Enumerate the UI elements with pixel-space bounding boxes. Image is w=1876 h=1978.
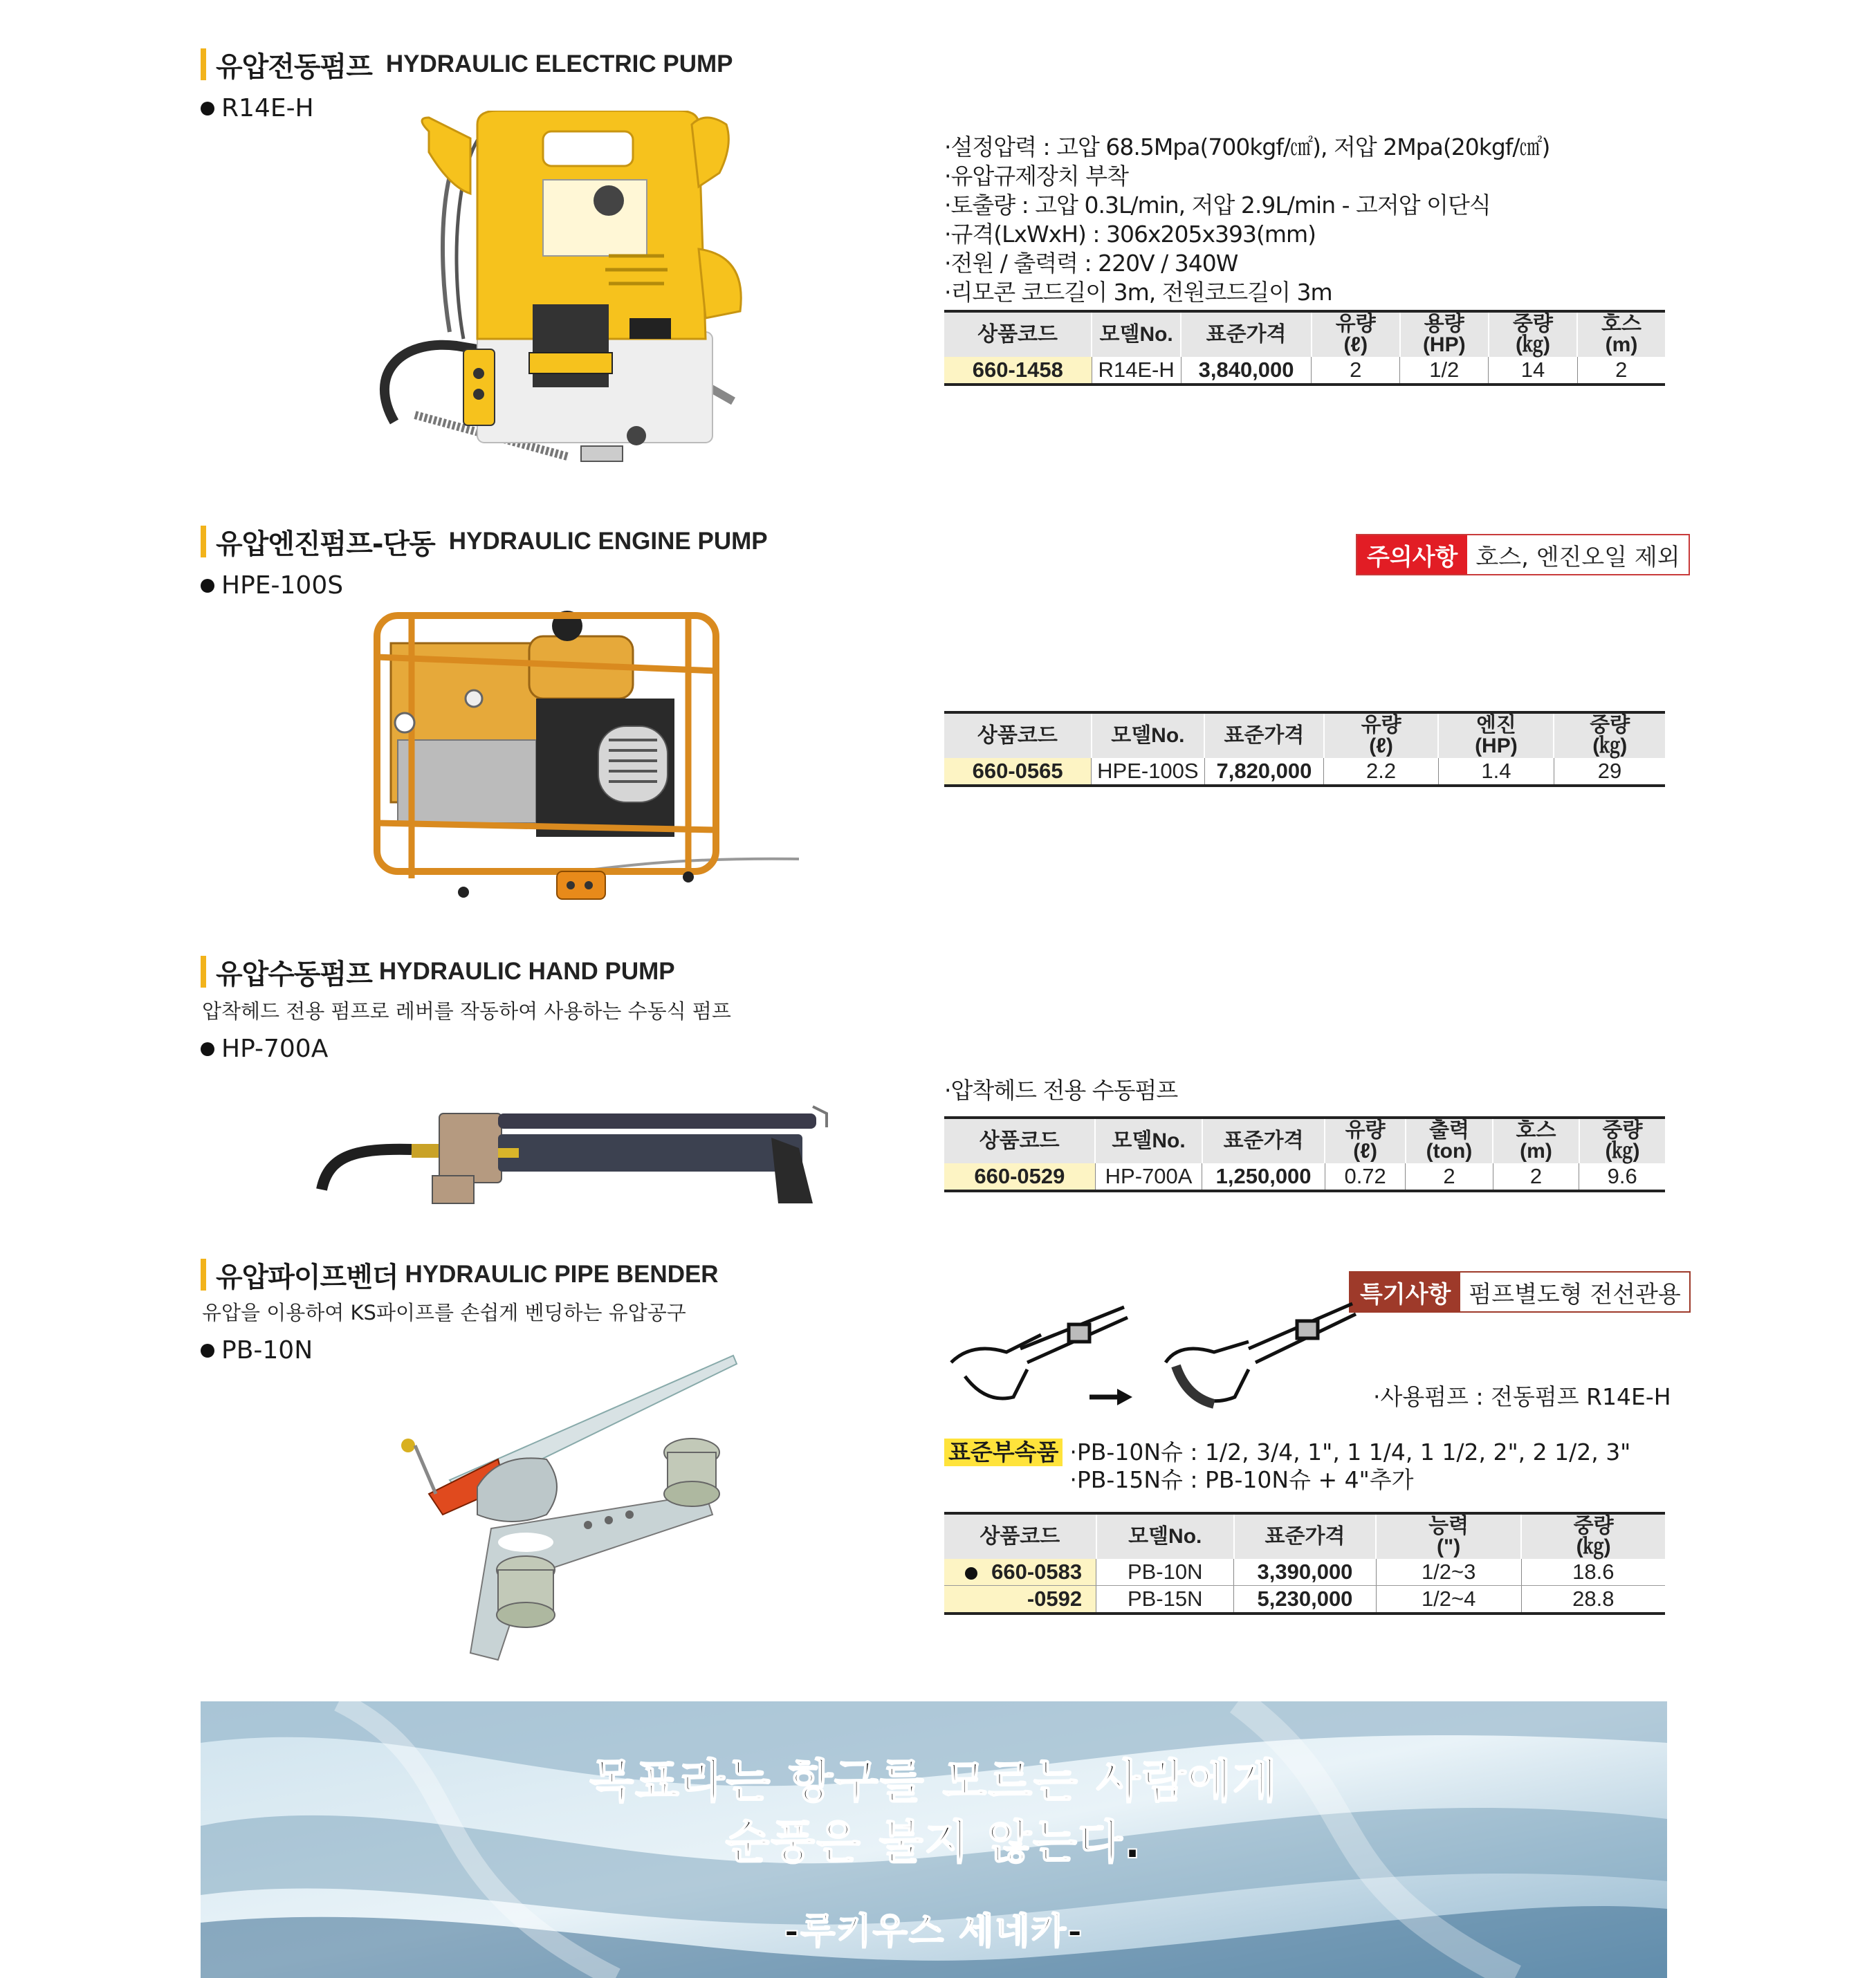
table-cell: 0.72 — [1325, 1163, 1405, 1191]
bullet-icon — [201, 102, 214, 115]
col-header: 출력 (ton) — [1406, 1118, 1493, 1163]
bending-process-diagram — [944, 1293, 1359, 1432]
table-row — [944, 357, 1665, 385]
notice-label: 주의사항 — [1357, 535, 1467, 574]
table-cell: 1/2~3 — [1376, 1559, 1521, 1586]
electric-pump-image — [374, 111, 761, 484]
quote-line-2: 순풍은 불지 않는다. — [725, 1815, 1143, 1869]
table-row — [944, 1559, 1665, 1586]
section-accent-bar — [201, 48, 206, 80]
col-header: 모델No. — [1095, 1118, 1202, 1163]
model-label — [201, 1336, 313, 1365]
notice-label: 특기사항 — [1350, 1273, 1460, 1311]
model-no: R14E-H — [1092, 357, 1181, 385]
hand-pump-image — [315, 1100, 840, 1217]
col-header: 표준가격 — [1234, 1513, 1376, 1559]
table-cell: 1/2~4 — [1376, 1586, 1521, 1614]
product-code: 660-0583 — [944, 1559, 1096, 1586]
accessory-label: 표준부속품 — [944, 1439, 1063, 1466]
model-no: HPE-100S — [1092, 758, 1204, 786]
table-cell: 9.6 — [1579, 1163, 1665, 1191]
spec-list-hand-pump — [944, 1076, 1177, 1105]
notice-text: 펌프별도형 전선관용 — [1460, 1273, 1689, 1311]
product-code: 660-1458 — [944, 357, 1092, 385]
quote-line-1: 목표라는 항구를 모르는 사람에게 — [589, 1755, 1278, 1808]
table-row — [944, 1163, 1665, 1191]
quote-author: -루키우스 세네카- — [784, 1911, 1084, 1952]
product-code: -0592 — [944, 1586, 1096, 1614]
col-header: 중량 (㎏) — [1579, 1118, 1665, 1163]
spec-item: ·규격(LxWxH) : 306x205x393(mm) — [944, 221, 1316, 248]
section-title-en: HYDRAULIC ELECTRIC PUMP — [385, 50, 733, 77]
section-title-pipe-bender — [201, 1257, 719, 1292]
accessory-item: ·PB-10N슈 : 1/2, 3/4, 1", 1 1/4, 1 1/2, 2", 2 1/2, 3" — [1069, 1439, 1631, 1466]
col-header: 중량 (㎏) — [1554, 712, 1665, 758]
table-row — [944, 758, 1665, 786]
spec-item: ·리모콘 코드길이 3m, 전원코드길이 3m — [944, 279, 1332, 306]
table-cell: 2 — [1406, 1163, 1493, 1191]
section-accent-bar — [201, 1259, 206, 1291]
product-code: 660-0565 — [944, 758, 1092, 786]
spec-item: ·설정압력 : 고압 68.5Mpa(700kgf/㎠), 저압 2Mpa(20kgf/㎠) — [944, 133, 1550, 160]
table-cell: 1.4 — [1438, 758, 1554, 786]
col-header: 호스 (m) — [1493, 1118, 1579, 1163]
model-label — [201, 1035, 328, 1063]
col-header: 중량 (㎏) — [1489, 311, 1577, 357]
pipe-bender-image — [387, 1349, 747, 1681]
notice-box-caution — [1356, 534, 1690, 575]
col-header: 중량 (㎏) — [1521, 1513, 1665, 1559]
section-title-en: HYDRAULIC ENGINE PUMP — [448, 528, 768, 555]
col-header: 유량 (ℓ) — [1324, 712, 1439, 758]
notice-box-special — [1349, 1271, 1691, 1313]
col-header: 능력 (") — [1376, 1513, 1521, 1559]
price: 3,390,000 — [1234, 1559, 1376, 1586]
section-title-ko: 유압파이프벤더 — [216, 1261, 398, 1293]
table-row — [944, 1586, 1665, 1614]
price: 1,250,000 — [1202, 1163, 1325, 1191]
section-title-en: HYDRAULIC PIPE BENDER — [405, 1261, 719, 1288]
table-cell: 28.8 — [1521, 1586, 1665, 1614]
table-cell: 14 — [1489, 357, 1577, 385]
model-label — [201, 94, 314, 122]
bullet-icon — [201, 579, 214, 593]
engine-pump-image — [370, 602, 799, 920]
col-header: 모델No. — [1092, 311, 1181, 357]
spec-item: ·토출량 : 고압 0.3L/min, 저압 2.9L/min - 고저압 이단식 — [944, 192, 1491, 219]
spec-item: ·전원 / 출력력 : 220V / 340W — [944, 250, 1238, 277]
section-title-ko: 유압수동펌프 — [216, 958, 372, 990]
col-header: 표준가격 — [1181, 311, 1312, 357]
accessory-block — [944, 1439, 1630, 1494]
col-header: 모델No. — [1096, 1513, 1234, 1559]
section-description: 유압을 이용하여 KS파이프를 손쉽게 벤딩하는 유압공구 — [202, 1301, 686, 1324]
product-code: 660-0529 — [944, 1163, 1095, 1191]
notice-text: 호스, 엔진오일 제외 — [1467, 535, 1688, 574]
model-code: PB-10N — [221, 1336, 313, 1365]
section-title-engine-pump — [201, 524, 768, 559]
section-accent-bar — [201, 956, 206, 988]
model-code: R14E-H — [221, 94, 314, 122]
col-header: 유량 (ℓ) — [1325, 1118, 1405, 1163]
table-cell: 18.6 — [1521, 1559, 1665, 1586]
model-no: HP-700A — [1095, 1163, 1202, 1191]
spec-table-engine-pump — [944, 711, 1665, 787]
price: 3,840,000 — [1181, 357, 1312, 385]
table-cell: 2.2 — [1324, 758, 1439, 786]
col-header: 엔진 (HP) — [1438, 712, 1554, 758]
col-header: 상품코드 — [944, 311, 1092, 357]
spec-table-hand-pump — [944, 1116, 1665, 1192]
col-header: 상품코드 — [944, 1513, 1096, 1559]
section-title-ko: 유압전동펌프 — [216, 50, 372, 83]
pump-note: ·사용펌프 : 전동펌프 R14E-H — [1373, 1383, 1671, 1410]
section-title-en: HYDRAULIC HAND PUMP — [378, 958, 675, 985]
table-cell: 2 — [1577, 357, 1665, 385]
bullet-icon — [201, 1042, 214, 1056]
section-description: 압착헤드 전용 펌프로 레버를 작동하여 사용하는 수동식 펌프 — [202, 999, 731, 1023]
price: 5,230,000 — [1234, 1586, 1376, 1614]
model-code: HPE-100S — [221, 571, 344, 600]
col-header: 용량 (HP) — [1400, 311, 1489, 357]
spec-table-electric-pump — [944, 310, 1665, 386]
section-title-electric-pump — [201, 47, 733, 82]
spec-item: ·압착헤드 전용 수동펌프 — [944, 1077, 1178, 1104]
col-header: 상품코드 — [944, 712, 1092, 758]
bullet-icon — [201, 1344, 214, 1358]
section-title-hand-pump — [201, 954, 675, 989]
col-header: 모델No. — [1092, 712, 1204, 758]
model-label — [201, 571, 343, 600]
col-header: 상품코드 — [944, 1118, 1095, 1163]
table-cell: 29 — [1554, 758, 1665, 786]
bullet-icon — [965, 1567, 977, 1580]
model-code: HP-700A — [221, 1035, 329, 1063]
table-cell: 1/2 — [1400, 357, 1489, 385]
col-header: 유량 (ℓ) — [1312, 311, 1400, 357]
col-header: 호스 (m) — [1577, 311, 1665, 357]
model-no: PB-10N — [1096, 1559, 1234, 1586]
section-accent-bar — [201, 526, 206, 557]
accessory-item: ·PB-15N슈 : PB-10N슈 + 4"추가 — [1069, 1466, 1414, 1493]
price: 7,820,000 — [1204, 758, 1324, 786]
spec-item: ·유압규제장치 부착 — [944, 163, 1129, 190]
table-cell: 2 — [1312, 357, 1400, 385]
table-cell: 2 — [1493, 1163, 1579, 1191]
spec-list-electric-pump — [944, 133, 1549, 307]
col-header: 표준가격 — [1202, 1118, 1325, 1163]
model-no: PB-15N — [1096, 1586, 1234, 1614]
spec-table-pipe-bender — [944, 1512, 1665, 1615]
quote-banner — [201, 1701, 1667, 1978]
col-header: 표준가격 — [1204, 712, 1324, 758]
section-title-ko: 유압엔진펌프-단동 — [216, 528, 435, 560]
